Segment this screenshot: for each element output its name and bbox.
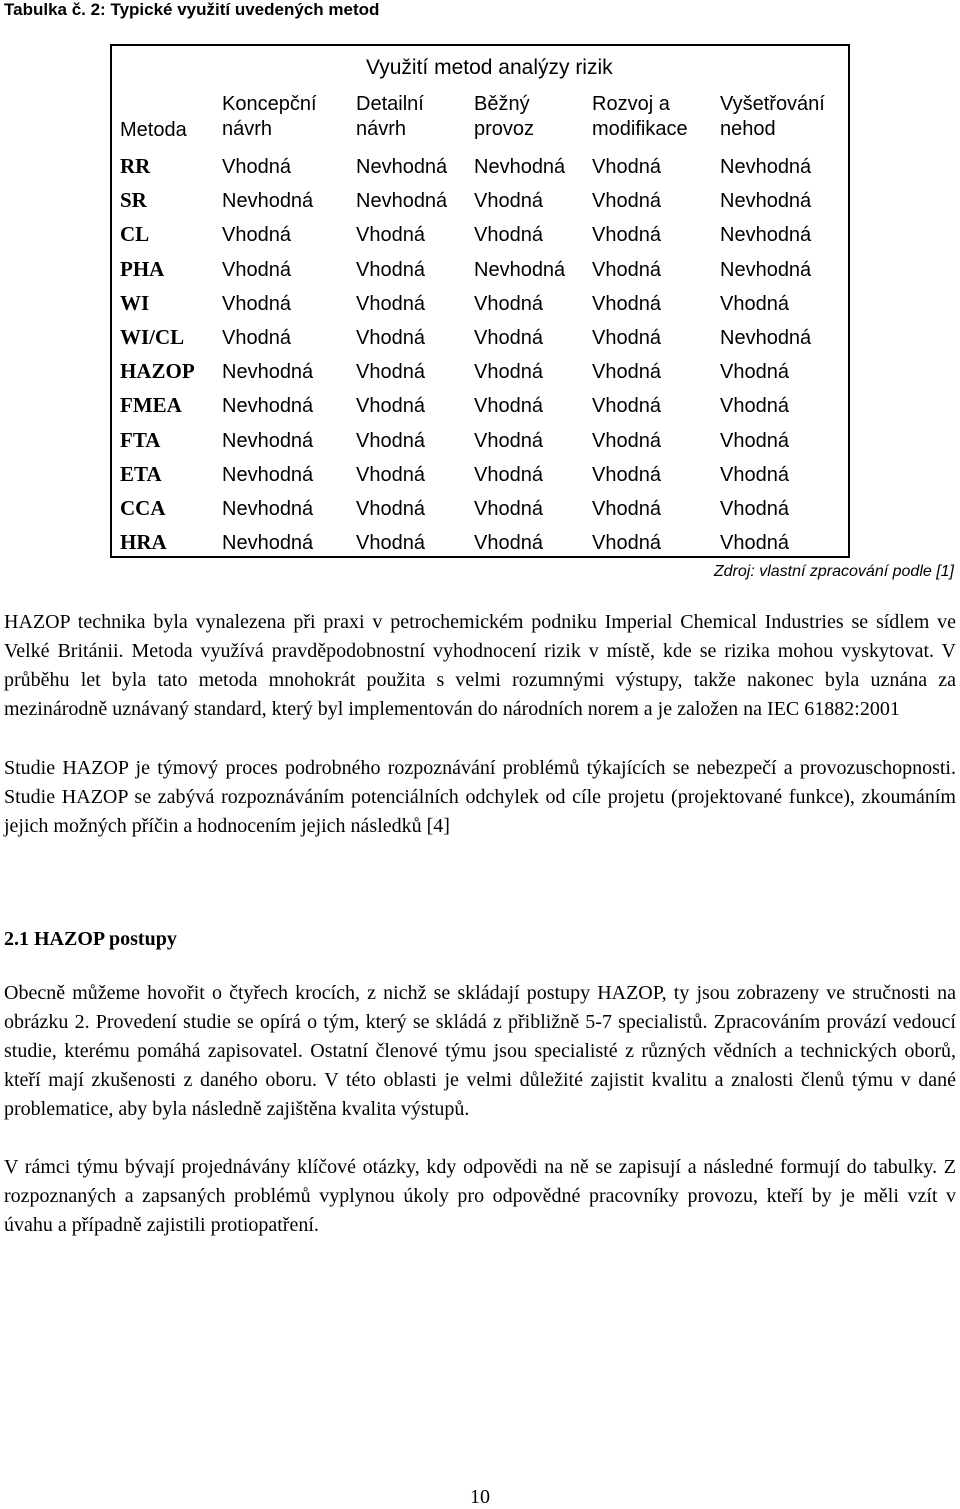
method-label: PHA [120, 256, 165, 281]
table-cell: Vhodná [222, 258, 291, 281]
table-cell: Nevhodná [720, 327, 812, 349]
table-cell: Vhodná [356, 361, 425, 384]
method-label: HAZOP [120, 359, 195, 384]
table-cell: Nevhodná [222, 361, 314, 384]
method-label: WI [120, 290, 150, 315]
table-cell: Nevhodná [474, 156, 566, 178]
table-cell: Vhodná [474, 498, 543, 520]
table-cell: Vhodná [592, 224, 661, 247]
table-cell: Nevhodná [222, 463, 314, 486]
column-header: Běžný provoz [474, 93, 535, 140]
table-group-header: Využití metod analýzy rizik [366, 56, 613, 79]
method-label: CL [120, 222, 150, 247]
table-cell: Nevhodná [474, 258, 566, 281]
table-cell: Vhodná [592, 156, 661, 178]
table-cell: Vhodná [592, 395, 661, 418]
table-cell: Vhodná [356, 463, 425, 486]
table-cell: Vhodná [474, 532, 543, 555]
table-cell: Vhodná [356, 327, 425, 349]
table-cell: Nevhodná [720, 224, 812, 247]
table-cell: Vhodná [474, 190, 543, 213]
table-cell: Nevhodná [222, 395, 314, 418]
table-cell: Vhodná [720, 532, 789, 555]
table-cell: Vhodná [474, 463, 543, 486]
table-cell: Vhodná [356, 292, 425, 315]
methods-table [110, 44, 850, 558]
table-cell: Vhodná [720, 429, 789, 452]
column-header: Koncepční návrh [222, 93, 317, 140]
column-header: Metoda [120, 119, 187, 141]
table-cell: Vhodná [356, 532, 425, 555]
table-caption: Tabulka č. 2: Typické využití uvedených metod [4, 0, 380, 19]
table-cell: Vhodná [356, 429, 425, 452]
table-cell: Nevhodná [720, 190, 812, 213]
table-cell: Nevhodná [222, 498, 314, 520]
method-label: SR [120, 188, 147, 213]
table-cell: Vhodná [720, 463, 789, 486]
table-cell: Vhodná [356, 224, 425, 247]
table-cell: Vhodná [222, 327, 291, 349]
paragraph-3: Obecně můžeme hovořit o čtyřech krocích, z nichž se skládají postupy HAZOP, ty jsou zobrazeny ve stručnosti na obrázku 2. Provedení studie se opírá o tým, který se skládá z přibližně 5-7 specialistů. Zpracováním provází vedoucí studie, kterému pomáhá zapisovatel. Ostatní členové týmu jsou specialisté z různých vědních a technických oborů, kteří mají zkušenosti z daného oboru. V této oblasti je velmi důležité zajistit kvalitu a znalosti členů týmu v dané problematice, aby byla následně zajištěna kvalita výstupů. [4, 982, 956, 1120]
method-label: FMEA [120, 393, 182, 418]
table-source: Zdroj: vlastní zpracování podle [1] [713, 563, 954, 580]
table-cell: Nevhodná [356, 190, 448, 213]
table-cell: Vhodná [592, 258, 661, 281]
method-label: RR [120, 154, 151, 178]
table-cell: Vhodná [720, 498, 789, 520]
table-cell: Vhodná [474, 224, 543, 247]
table-cell: Vhodná [720, 292, 789, 315]
paragraph-2: Studie HAZOP je týmový proces podrobného rozpoznávání problémů týkajících se nebezpečí a provozuschopnosti. Studie HAZOP se zabývá rozpoznáváním potenciálních odchylek od cíle projetu (projektované funkce), zkoumáním jejich možných příčin a hodnocením jejich následků [4] [4, 757, 956, 837]
table-cell: Vhodná [592, 190, 661, 213]
table-cell: Nevhodná [222, 429, 314, 452]
table-cell: Nevhodná [222, 190, 314, 213]
table-cell: Vhodná [356, 498, 425, 520]
table-cell: Vhodná [474, 327, 543, 349]
table-cell: Vhodná [474, 361, 543, 384]
section-heading: 2.1 HAZOP postupy [4, 928, 177, 950]
method-label: HRA [120, 530, 167, 555]
method-label: ETA [120, 461, 162, 486]
table-cell: Vhodná [720, 361, 789, 384]
page-number: 10 [470, 1486, 490, 1508]
column-header: Vyšetřování nehod [720, 93, 825, 140]
table-cell: Vhodná [222, 156, 291, 178]
paragraph-1: HAZOP technika byla vynalezena při praxi v petrochemickém podniku Imperial Chemical Industries se sídlem ve Velké Británii. Metoda využívá pravděpodobnostní vyhodnocení rizik v místě, kde se rizika mohou vyskytovat. V průběhu let byla tato metoda mnohokrát použita s velmi rozumnými výstupy, takže nakonec byla uznána za mezinárodně uznávaný standard, který byl implementován do národních norem a je založen na IEC 61882:2001 [4, 611, 956, 720]
table-cell: Vhodná [592, 463, 661, 486]
table-cell: Vhodná [592, 532, 661, 555]
column-header: Rozvoj a modifikace [592, 93, 688, 140]
table-cell: Vhodná [474, 429, 543, 452]
table-cell: Vhodná [592, 498, 661, 520]
table-cell: Nevhodná [222, 532, 314, 555]
table-cell: Vhodná [720, 395, 789, 418]
table-cell: Vhodná [592, 429, 661, 452]
column-header: Detailní návrh [356, 93, 424, 140]
table-cell: Nevhodná [356, 156, 448, 178]
table-cell: Nevhodná [720, 258, 812, 281]
table-cell: Vhodná [356, 395, 425, 418]
method-label: CCA [120, 496, 166, 520]
table-cell: Vhodná [592, 361, 661, 384]
table-cell: Vhodná [592, 327, 661, 349]
table-cell: Vhodná [356, 258, 425, 281]
table-cell: Vhodná [592, 292, 661, 315]
paragraph-4: V rámci týmu bývají projednávány klíčové otázky, kdy odpovědi na ně se zapisují a následné formují do tabulky. Z rozpoznaných a zapsaných problémů vyplynou úkoly pro odpovědné pracovníky provozu, kteří by je měli vzít v úvahu a případně zajistili protiopatření. [4, 1156, 956, 1236]
table-cell: Nevhodná [720, 156, 812, 178]
method-label: FTA [120, 427, 161, 452]
table-cell: Vhodná [474, 395, 543, 418]
table-cell: Vhodná [222, 224, 291, 247]
method-label: WI/CL [120, 325, 185, 349]
table-cell: Vhodná [222, 292, 291, 315]
table-cell: Vhodná [474, 292, 543, 315]
